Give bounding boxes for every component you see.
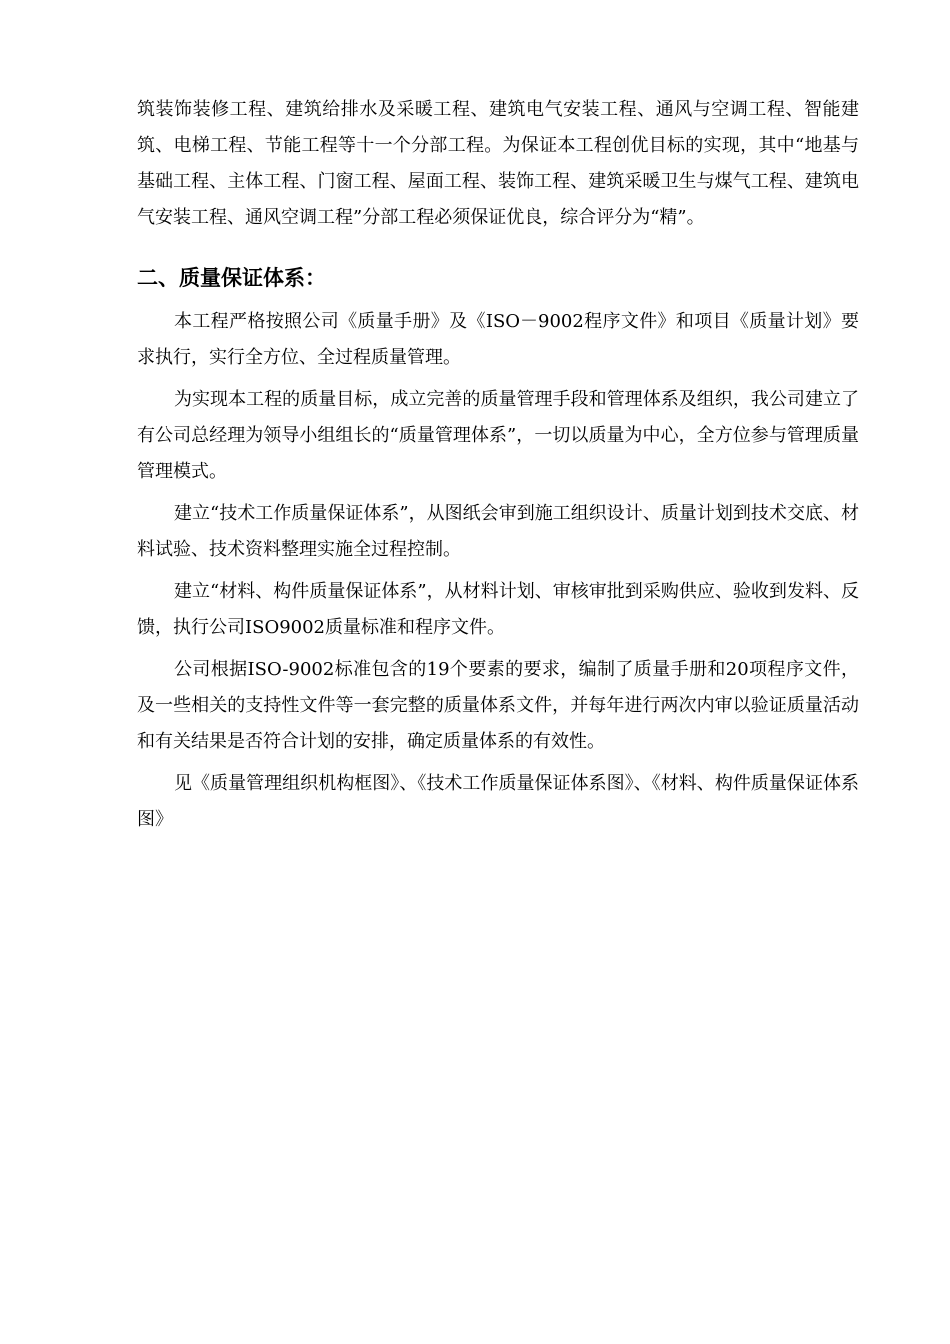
paragraph-iso-requirements: 本工程严格按照公司《质量手册》及《ISO－9002程序文件》和项目《质量计划》要求执行，实行全方位、全过程质量管理。: [137, 311, 859, 368]
intro-paragraph: 筑装饰装修工程、建筑给排水及采暖工程、建筑电气安装工程、通风与空调工程、智能建筑、电梯工程、节能工程等十一个分部工程。为保证本工程创优目标的实现，其中“地基与基础工程、主体工程、门窗工程、屋面工程、装饰工程、建筑采暖卫生与煤气工程、建筑电气安装工程、通风空调工程”分部工程必须保证优良，综合评分为“精”。: [137, 99, 859, 228]
paragraph-material-quality-system: 建立“材料、构件质量保证体系”，从材料计划、审核审批到采购供应、验收到发料、反馈，执行公司ISO9002质量标准和程序文件。: [137, 581, 859, 638]
document-page: [137, 92, 859, 838]
paragraph-quality-management-system: 为实现本工程的质量目标，成立完善的质量管理手段和管理体系及组织，我公司建立了有公司总经理为领导小组组长的“质量管理体系”，一切以质量为中心，全方位参与管理质量管理模式。: [137, 389, 859, 482]
paragraph-technical-quality-system: 建立“技术工作质量保证体系”，从图纸会审到施工组织设计、质量计划到技术交底、材料试验、技术资料整理实施全过程控制。: [137, 503, 859, 560]
section-heading: 二、质量保证体系：: [137, 266, 326, 290]
paragraph-see-diagrams: 见《质量管理组织机构框图》、《技术工作质量保证体系图》、《材料、构件质量保证体系图》: [137, 773, 859, 830]
paragraph-quality-manual: 公司根据ISO-9002标准包含的19个要素的要求，编制了质量手册和20项程序文件，及一些相关的支持性文件等一套完整的质量体系文件，并每年进行两次内审以验证质量活动和有关结果是否符合计划的安排，确定质量体系的有效性。: [137, 659, 859, 752]
